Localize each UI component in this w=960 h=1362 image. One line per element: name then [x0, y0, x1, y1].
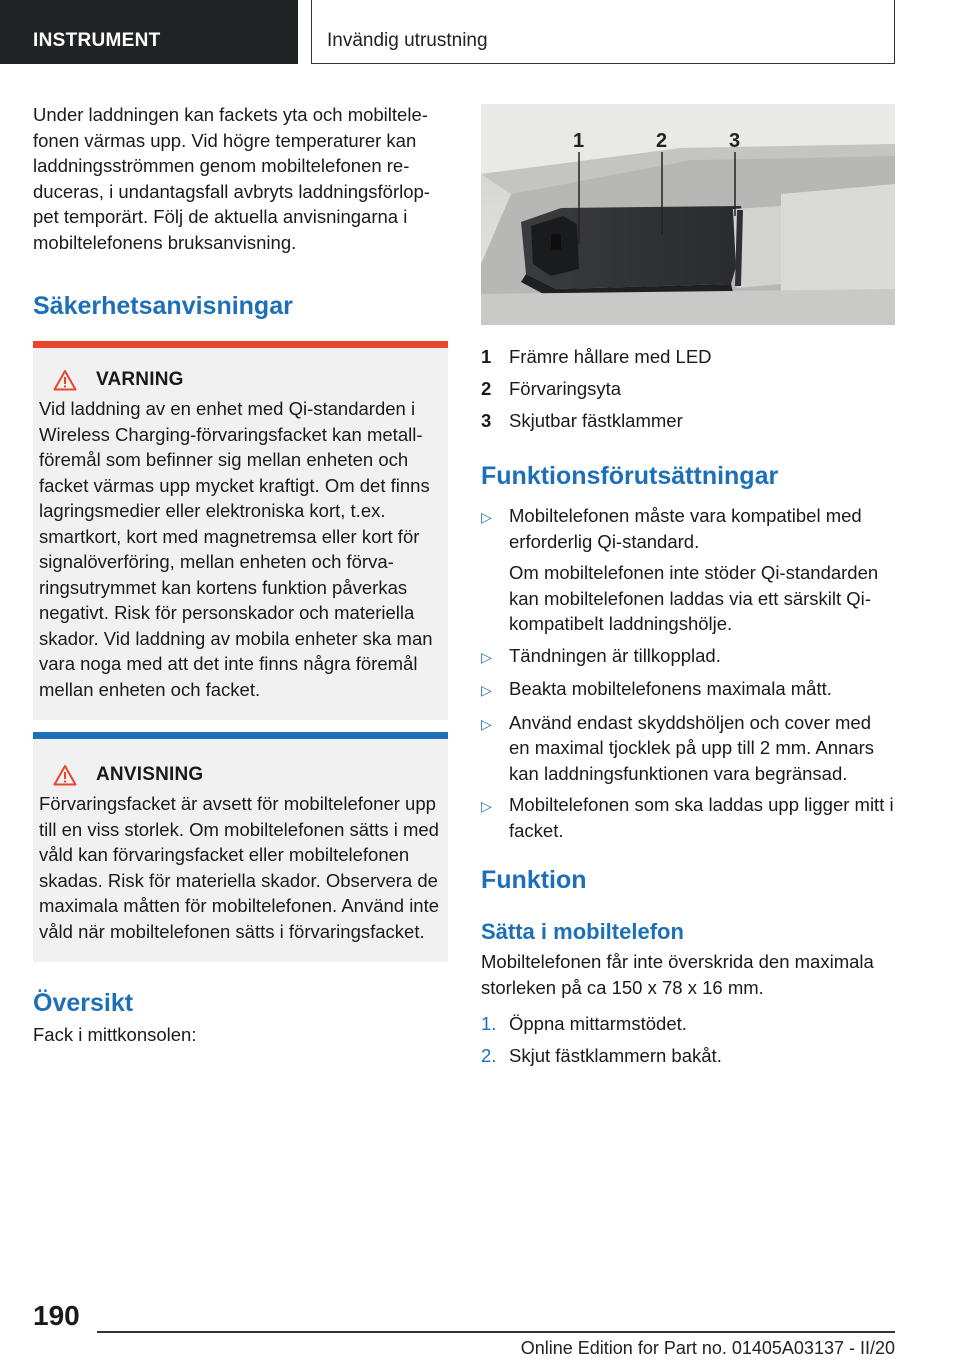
function-heading: Funktion — [481, 866, 587, 894]
header-section-tab — [0, 0, 298, 64]
notice-title: ANVISNING — [96, 764, 204, 785]
notice-bar — [33, 732, 448, 739]
legend-item: 2 Förvaringsyta — [481, 378, 622, 399]
list-item: ▷ Beakta mobiltelefonens maximala mått. — [481, 676, 895, 704]
overview-heading: Översikt — [33, 989, 134, 1017]
header-section-label: INSTRUMENT — [33, 30, 161, 51]
notice-box — [33, 732, 448, 962]
header-chapter-tab — [311, 0, 895, 64]
triangle-bullet-icon: ▷ — [481, 509, 492, 525]
list-item: ▷ Använd endast skyddshöljen och cover med en maximal tjocklek på upp till 2 mm. Annars kan laddningsfunktionen vara begränsad. — [481, 710, 895, 787]
prereq-list — [481, 503, 895, 843]
intro-paragraph: Under laddningen kan fackets yta och mobiltelefonen värmas upp. Vid högre temperaturer kan laddningsströmmen genom mobiltelefonen reduceras, i undantagsfall avbryts laddningsförloppet temporärt. Följ de aktuella anvisningarna i mobiltelefonens bruksanvisning. — [33, 104, 430, 253]
list-item: 2. Skjut fästklammern bakåt. — [481, 1045, 722, 1066]
notice-text: Förvaringsfacket är avsett för mobiltelefoner upp till en viss storlek. Om mobiltelefonen sätts i med våld kan förvaringsfacket eller mobiltelefonen skadas. Risk för materiella skador. Observera de maximala måtten för mobiltelefonen. Använd inte våld när mobiltelefonen sätts i förvaringsfacket. — [39, 793, 440, 942]
warning-triangle-icon — [53, 369, 77, 391]
triangle-bullet-icon: ▷ — [481, 682, 492, 698]
console-compartment-photo — [481, 104, 895, 325]
warning-text: Vid laddning av en enhet med Qi-standarden i Wireless Charging-förvaringsfacket kan metallföremål som befinner sig mellan enheten och facket värmas upp mycket kraftigt. Om det finns lagringsmedier eller elektroniska kort, t.ex. smartkort, kort med magnetremsa eller kort för signalöverföring, mellan enheten och förvaringsutrymmet kan kortens funktion påverkas negativt. Risk för personskador och materiella skador. Vid laddning av mobila enheter ska man vara noga med att det inte finns några föremål mellan enheten och facket. — [39, 398, 433, 700]
image-label-2: 2 — [656, 130, 668, 152]
steps-list — [481, 1008, 895, 1072]
triangle-bullet-icon: ▷ — [481, 715, 492, 732]
list-item: ▷ Tändningen är tillkopplad. — [481, 643, 895, 671]
warning-title: VARNING — [96, 369, 184, 390]
right-column — [481, 104, 895, 1072]
footer-divider — [97, 1331, 895, 1333]
triangle-bullet-icon: ▷ — [481, 798, 492, 814]
list-item: ▷ Mobiltelefonen måste vara kompatibel med erforderlig Qi-standard. Om mobiltelefonen inte stöder Qi-standarden kan mobiltelefonen laddas via ett särskilt Qi-kompatibelt laddningshölje. — [481, 503, 895, 637]
warning-triangle-icon — [53, 764, 77, 786]
left-column — [33, 102, 448, 1048]
list-item: ▷ Mobiltelefonen som ska laddas upp ligger mitt i facket. — [481, 792, 895, 843]
triangle-bullet-icon: ▷ — [481, 648, 492, 665]
legend-item: 3 Skjutbar fästklammer — [481, 410, 683, 431]
console-compartment-illustration — [481, 104, 895, 325]
warning-box — [33, 341, 448, 720]
page-number: 190 — [33, 1300, 80, 1331]
overview-text: Fack i mittkonsolen: — [33, 1024, 197, 1045]
insert-text: Mobiltelefonen får inte överskrida den maximala storleken på ca 150 x 78 x 16 mm. — [481, 951, 874, 998]
warning-bar — [33, 341, 448, 348]
prereq-heading: Funktionsförutsättningar — [481, 462, 779, 490]
image-label-3: 3 — [729, 130, 741, 152]
legend-list — [481, 341, 895, 437]
safety-heading: Säkerhetsanvisningar — [33, 292, 293, 320]
header-chapter-label: Invändig utrustning — [327, 30, 488, 51]
list-item: 1. Öppna mittarmstödet. — [481, 1013, 687, 1034]
legend-item: 1 Främre hållare med LED — [481, 346, 712, 367]
insert-heading: Sätta i mobiltelefon — [481, 919, 684, 944]
image-label-1: 1 — [573, 130, 585, 152]
footer-edition: Online Edition for Part no. 01405A03137 - II/20 — [520, 1338, 895, 1358]
